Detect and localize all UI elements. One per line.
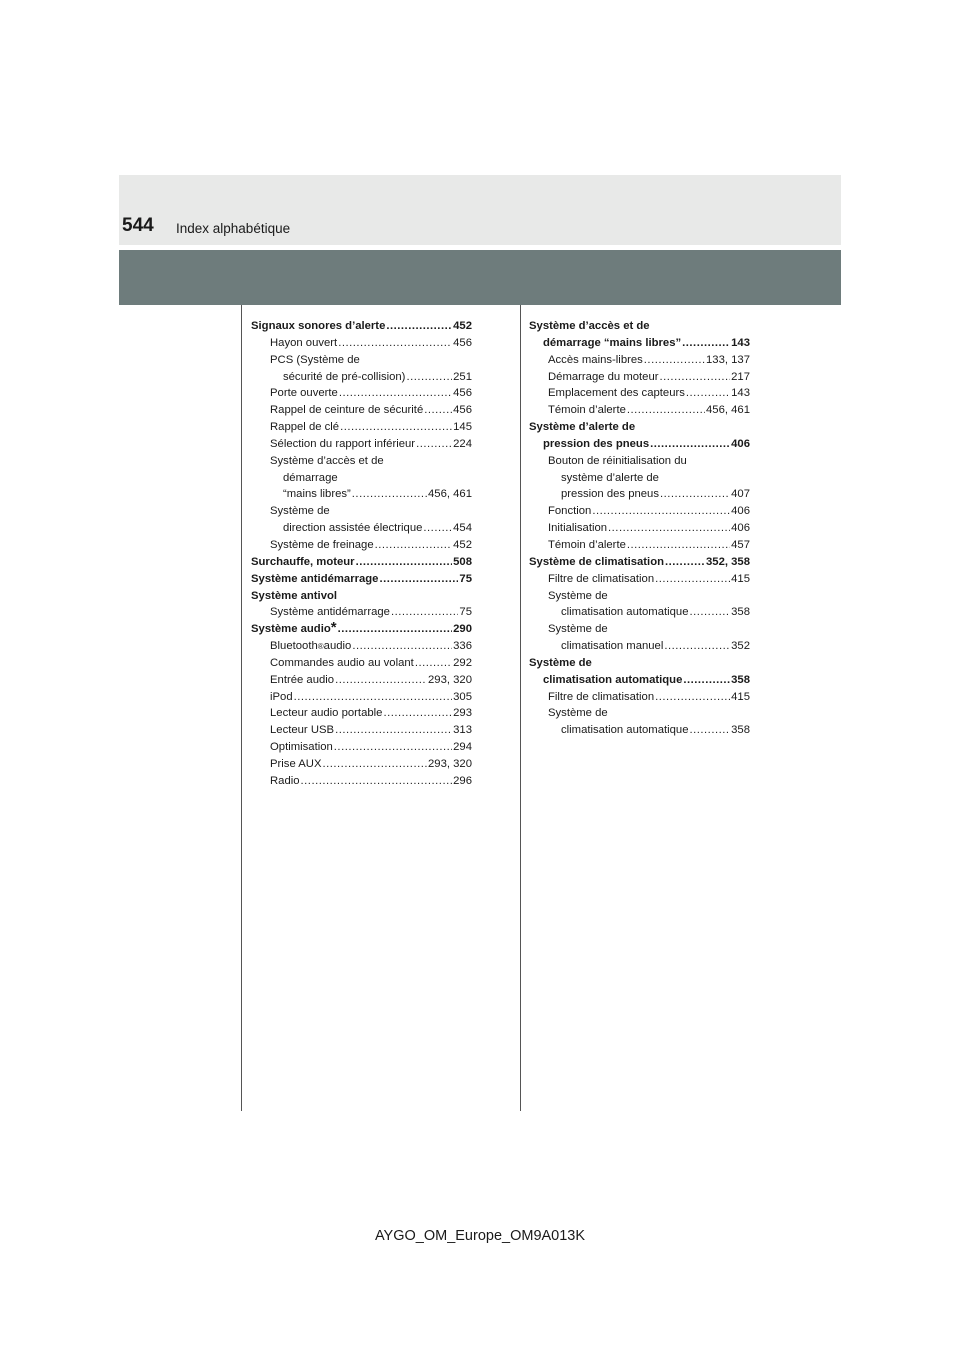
- page-ref: 352: [731, 640, 750, 653]
- dot-leader: [686, 385, 730, 402]
- dot-leader: [665, 554, 705, 571]
- dot-leader: [682, 335, 730, 352]
- entry-term: Commandes audio au volant: [270, 656, 414, 669]
- page-ref: 358: [731, 673, 750, 686]
- entry-term: Démarrage du moteur: [548, 370, 659, 383]
- entry-term: Témoin d’alerte: [548, 404, 626, 417]
- page-ref: 293: [453, 707, 472, 720]
- entry-term: Système de: [529, 656, 592, 669]
- index-entry-main: [251, 588, 472, 605]
- page-ref: 358: [731, 724, 750, 737]
- index-entry-sub: [529, 621, 750, 638]
- entry-term: Entrée audio: [270, 673, 335, 686]
- page-ref: 145: [453, 421, 472, 434]
- dot-leader: [339, 385, 452, 402]
- dot-leader: [608, 520, 730, 537]
- dot-leader: [416, 436, 452, 453]
- page-ref: 143: [731, 387, 750, 400]
- entry-term: Signaux sonores d’alerte: [251, 320, 386, 332]
- page-ref: 415: [731, 690, 750, 703]
- entry-term: Témoin d’alerte: [548, 538, 626, 551]
- entry-term: Bouton de réinitialisation du: [548, 454, 687, 467]
- index-entry-sub: [529, 588, 750, 605]
- page-ref: 456: [453, 387, 472, 400]
- page-ref: 336: [453, 640, 472, 653]
- index-entry-sub: [251, 722, 472, 739]
- index-entry-main: [251, 318, 472, 335]
- index-entry-sub: [251, 385, 472, 402]
- page-ref: 358: [731, 606, 750, 619]
- index-entry-sub: [529, 604, 750, 621]
- index-entry-sub: [529, 503, 750, 520]
- page-ref: 133, 137: [706, 353, 750, 366]
- dot-leader: [322, 756, 427, 773]
- entry-term: pression des pneus: [561, 488, 659, 501]
- page-ref: 407: [731, 488, 750, 501]
- entry-term: Lecteur USB: [270, 724, 335, 737]
- index-entry-sub: [251, 773, 472, 790]
- page-ref: 452: [453, 320, 472, 332]
- entry-term: Accès mains-libres: [548, 353, 643, 366]
- entry-term: “mains libres”: [283, 488, 351, 501]
- entry-term: Lecteur audio portable: [270, 707, 383, 720]
- page-ref: 251: [453, 370, 472, 383]
- entry-term: PCS (Système de: [270, 353, 360, 366]
- page-ref: 294: [453, 741, 472, 754]
- page-ref: 456: [453, 336, 472, 349]
- entry-term: Prise AUX: [270, 757, 322, 770]
- dot-leader: [644, 352, 705, 369]
- entry-term: Filtre de climatisation: [548, 572, 655, 585]
- entry-term: Surchauffe, moteur: [251, 555, 355, 568]
- index-entry-sub: [251, 520, 472, 537]
- dot-leader: [655, 689, 730, 706]
- page-ref: 75: [459, 606, 472, 619]
- page-ref: 406: [731, 437, 750, 450]
- page-ref: 75: [459, 572, 472, 585]
- page-ref: 406: [731, 505, 750, 518]
- page-ref: 305: [453, 690, 472, 703]
- dot-leader: [340, 419, 452, 436]
- index-entry-sub: [251, 655, 472, 672]
- index-entry-sub: [251, 705, 472, 722]
- entry-term: Système antidémarrage: [251, 572, 379, 585]
- index-entry-sub: [251, 486, 472, 503]
- header-band: [119, 250, 841, 305]
- index-entry-sub: [251, 419, 472, 436]
- page-ref: 406: [731, 522, 750, 535]
- entry-term: Filtre de climatisation: [548, 690, 655, 703]
- index-entry-sub: [529, 722, 750, 739]
- page-ref: 457: [731, 538, 750, 551]
- page-number: 544: [122, 215, 154, 236]
- entry-term: climatisation automatique: [561, 724, 689, 737]
- index-entry-sub: [529, 402, 750, 419]
- entry-term: Système de: [548, 589, 608, 602]
- index-entry-main: [529, 554, 750, 571]
- page-ref: 292: [453, 656, 472, 669]
- dot-leader: [338, 335, 452, 352]
- dot-leader: [301, 773, 453, 790]
- left-column-rule: [241, 305, 242, 1111]
- dot-leader: [627, 402, 705, 419]
- index-entry-sub: [251, 436, 472, 453]
- footer-doc-id: AYGO_OM_Europe_OM9A013K: [374, 1228, 586, 1244]
- entry-term: Système antidémarrage: [270, 606, 390, 619]
- index-entry-sub: [529, 352, 750, 369]
- entry-term: Initialisation: [548, 522, 608, 535]
- index-entry-sub: [251, 470, 472, 487]
- dot-leader: [592, 503, 730, 520]
- center-column-rule: [520, 305, 521, 1111]
- index-entry-sub: [251, 604, 472, 621]
- entry-term: système d’alerte de: [561, 471, 659, 484]
- index-entry-sub: [529, 689, 750, 706]
- index-entry-sub: [251, 756, 472, 773]
- index-entry-main: [529, 672, 750, 689]
- index-entry-sub: [529, 537, 750, 554]
- dot-leader: [627, 537, 730, 554]
- dot-leader: [406, 369, 452, 386]
- entry-term: Système d’accès et de: [270, 454, 384, 467]
- dot-leader: [660, 369, 731, 386]
- page-ref: 217: [731, 370, 750, 383]
- dot-leader: [664, 638, 730, 655]
- index-entry-sub: [529, 385, 750, 402]
- page-ref: 352, 358: [706, 555, 750, 568]
- dot-leader: [689, 604, 730, 621]
- page-ref: 313: [453, 724, 472, 737]
- page-ref: 456: [453, 404, 472, 417]
- entry-term-rest: audio: [323, 640, 352, 653]
- dot-leader: [294, 689, 453, 706]
- index-entry-sub: [251, 739, 472, 756]
- dot-leader: [356, 554, 453, 571]
- entry-term: Radio: [270, 774, 300, 787]
- page-ref: 224: [453, 437, 472, 450]
- entry-term: direction assistée électrique: [283, 522, 423, 535]
- dot-leader: [352, 638, 452, 655]
- entry-term: climatisation automatique: [543, 673, 683, 686]
- dot-leader: [650, 436, 730, 453]
- page-ref: 452: [453, 538, 472, 551]
- index-entry-sub: [251, 369, 472, 386]
- entry-term: Hayon ouvert: [270, 336, 338, 349]
- index-entry-main: [529, 419, 750, 436]
- page-ref: 508: [453, 555, 472, 568]
- index-entry-main: [529, 318, 750, 335]
- entry-term: iPod: [270, 690, 293, 703]
- entry-term: démarrage “mains libres”: [543, 336, 682, 349]
- dot-leader: [655, 571, 730, 588]
- index-column-left: [251, 318, 472, 790]
- index-entry-main: [251, 554, 472, 571]
- entry-term: Système audio: [251, 623, 331, 636]
- page-ref: 296: [453, 774, 472, 787]
- entry-term: Système de freinage: [270, 538, 374, 551]
- dot-leader: [379, 571, 458, 588]
- entry-term: Système de: [548, 623, 608, 636]
- entry-term: Emplacement des capteurs: [548, 387, 685, 400]
- index-entry-sub: [251, 689, 472, 706]
- index-entry-sub: [529, 705, 750, 722]
- dot-leader: [391, 604, 458, 621]
- page-ref: 456, 461: [706, 404, 750, 417]
- dot-leader: [375, 537, 453, 554]
- dot-leader: [415, 655, 452, 672]
- entry-term: démarrage: [283, 471, 338, 484]
- dot-leader: [335, 722, 452, 739]
- entry-term: sécurité de pré-collision): [283, 370, 406, 383]
- entry-term: Système de: [270, 505, 330, 518]
- index-entry-sub: [251, 402, 472, 419]
- page-ref: 456, 461: [428, 488, 472, 501]
- entry-term: Fonction: [548, 505, 592, 518]
- dot-leader: [424, 402, 452, 419]
- entry-term: Système de climatisation: [529, 555, 664, 568]
- entry-term: Sélection du rapport inférieur: [270, 437, 416, 450]
- index-entry-sub: [251, 537, 472, 554]
- index-entry-sub: [529, 470, 750, 487]
- index-entry-sub: [251, 352, 472, 369]
- dot-leader: [683, 672, 730, 689]
- page-ref: 290: [453, 623, 472, 636]
- entry-term: Système d’alerte de: [529, 421, 636, 434]
- page-ref: 293, 320: [428, 757, 472, 770]
- index-entry-main: [529, 335, 750, 352]
- page-ref: 143: [731, 336, 750, 349]
- entry-term: Système de: [548, 707, 608, 720]
- index-entry-main: [529, 436, 750, 453]
- index-entry-main: [529, 655, 750, 672]
- entry-term: Bluetooth: [270, 640, 318, 653]
- index-entry-sub: [251, 453, 472, 470]
- index-entry-sub: [251, 503, 472, 520]
- index-entry-sub: [529, 453, 750, 470]
- entry-term: Rappel de ceinture de sécurité: [270, 404, 424, 417]
- index-entry-main: [251, 571, 472, 588]
- dot-leader: [386, 318, 452, 335]
- page-ref: 454: [453, 522, 472, 535]
- dot-leader: [383, 705, 452, 722]
- index-entry-sub: Bluetooth ® audio ..... 336: [251, 638, 472, 655]
- page-title: Index alphabétique: [176, 221, 291, 236]
- entry-term: Optimisation: [270, 741, 333, 754]
- dot-leader: [338, 621, 453, 638]
- dot-leader: [334, 739, 452, 756]
- entry-term: Système d’accès et de: [529, 320, 650, 332]
- entry-term: Rappel de clé: [270, 421, 340, 434]
- entry-term: Porte ouverte: [270, 387, 338, 400]
- dot-leader: [335, 672, 427, 689]
- index-entry-sub: [251, 672, 472, 689]
- dot-leader: [423, 520, 452, 537]
- index-entry-sub: [251, 335, 472, 352]
- entry-term: Système antivol: [251, 589, 338, 602]
- entry-term: pression des pneus: [543, 437, 650, 450]
- entry-term: climatisation automatique: [561, 606, 689, 619]
- dot-leader: [689, 722, 730, 739]
- index-entry-sub: [529, 571, 750, 588]
- entry-term: climatisation manuel: [561, 640, 664, 653]
- index-entry-main: Système audio * ..... 290: [251, 621, 472, 638]
- index-entry-sub: [529, 520, 750, 537]
- page-ref: 293, 320: [428, 673, 472, 686]
- index-entry-sub: [529, 486, 750, 503]
- dot-leader: [660, 486, 730, 503]
- dot-leader: [352, 486, 427, 503]
- page-ref: 415: [731, 572, 750, 585]
- index-entry-sub: [529, 638, 750, 655]
- index-entry-sub: [529, 369, 750, 386]
- index-column-right: [529, 318, 750, 739]
